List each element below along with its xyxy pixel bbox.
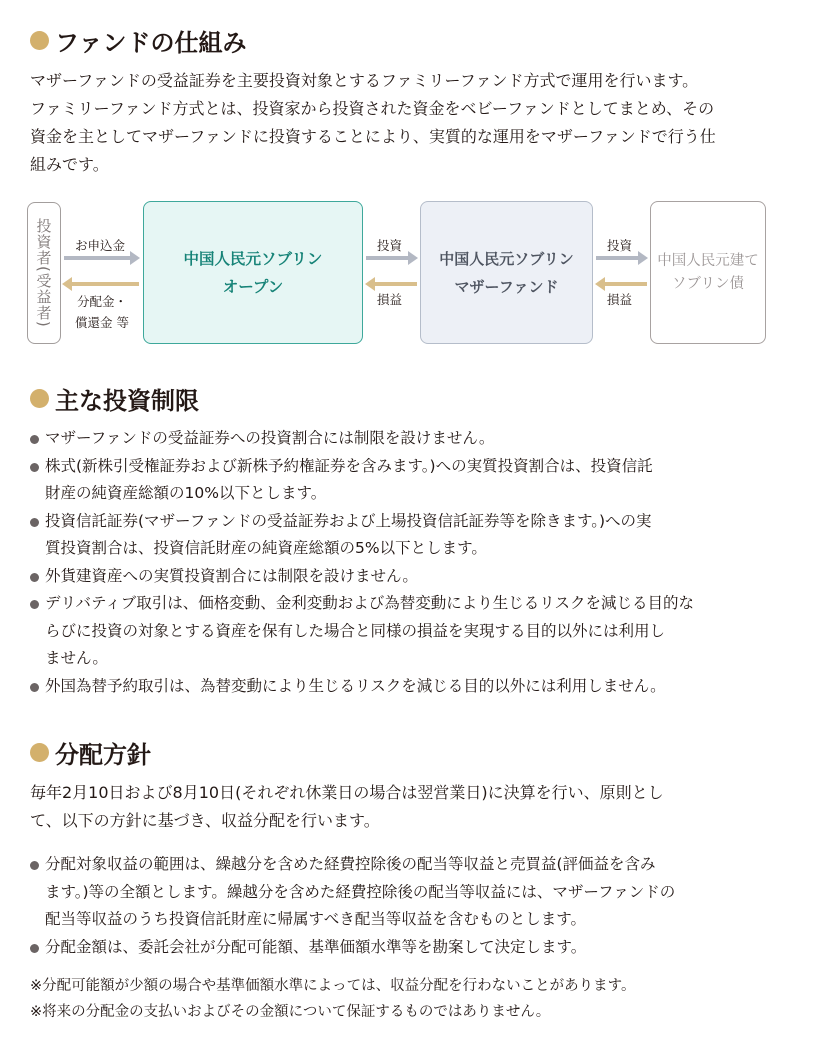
right-arrow-icon bbox=[366, 256, 409, 260]
investor-box bbox=[27, 202, 61, 344]
bullet-circle-icon bbox=[30, 389, 49, 408]
note-line: ※将来の分配金の支払いおよびその金額について保証するものではありません。 bbox=[30, 1004, 551, 1020]
note-line: ※分配可能額が少額の場合や基準価額水準によっては、収益分配を行わないことがあります。 bbox=[30, 978, 636, 994]
mother-fund-line: 中国人民元ソブリン bbox=[439, 249, 574, 268]
bullet-circle-icon bbox=[30, 743, 49, 762]
list-item bbox=[30, 673, 694, 701]
list-item-line: 配当等収益のうち投資信託財産に帰属すべき配当等収益を含むものとします。 bbox=[45, 910, 586, 928]
paragraph-line: 資金を主としてマザーファンドに投資することにより、実質的な運用をマザーファンドで行う仕 bbox=[30, 127, 716, 146]
sovereign-bond-box bbox=[650, 201, 766, 344]
bullet-dot-icon bbox=[30, 683, 39, 692]
left-arrow-icon bbox=[71, 282, 139, 286]
list-item-line: 分配対象収益の範囲は、繰越分を含めた経費控除後の配当等収益と売買益(評価益を含み bbox=[45, 855, 656, 873]
list-item-line: 株式(新株引受権証券および新株予約権証券を含みます。)への実質投資割合は、投資信託 bbox=[45, 456, 653, 475]
mother-fund-line: マザーファンド bbox=[454, 277, 559, 296]
section-title: 分配方針 bbox=[55, 741, 151, 769]
section-title: ファンドの仕組み bbox=[55, 29, 247, 57]
bullet-dot-icon bbox=[30, 573, 39, 582]
bullet-dot-icon bbox=[30, 518, 39, 527]
baby-fund-box bbox=[143, 201, 363, 344]
paragraph-line: て、以下の方針に基づき、収益分配を行います。 bbox=[30, 811, 380, 830]
paragraph-line: マザーファンドの受益証券を主要投資対象とするファミリーファンド方式で運用を行います。 bbox=[30, 71, 699, 90]
list-item bbox=[30, 425, 694, 453]
invest-label: 投資 bbox=[607, 238, 633, 253]
list-item bbox=[30, 851, 675, 934]
bond-line: 中国人民元建て bbox=[657, 252, 759, 269]
distribution-list bbox=[30, 851, 675, 961]
bullet-dot-icon bbox=[30, 944, 39, 953]
list-item bbox=[30, 508, 694, 563]
paragraph-line: 組みです。 bbox=[30, 155, 109, 174]
list-item-line: 質投資割合は、投資信託財産の純資産総額の5%以下とします。 bbox=[45, 539, 487, 557]
bullet-dot-icon bbox=[30, 600, 39, 609]
bullet-dot-icon bbox=[30, 861, 39, 870]
list-item-line: らびに投資の対象とする資産を保有した場合と同様の損益を実現する目的以外には利用し bbox=[45, 621, 666, 640]
list-item-line: 外貨建資産への実質投資割合には制限を設けません。 bbox=[45, 566, 418, 585]
list-item bbox=[30, 590, 694, 673]
section-heading-distribution bbox=[30, 735, 151, 770]
distribution-label bbox=[70, 291, 134, 333]
list-item-line: 分配金額は、委託会社が分配可能額、基準価額水準等を勘案して決定します。 bbox=[45, 937, 587, 956]
bullet-dot-icon bbox=[30, 435, 39, 444]
right-arrow-icon bbox=[64, 256, 131, 260]
list-item-line: ます。)等の全額とします。繰越分を含めた経費控除後の配当等収益には、マザーファンドの bbox=[45, 882, 676, 901]
list-item-line: 投資信託証券(マザーファンドの受益証券および上場投資信託証券等を除きます。)への実 bbox=[45, 511, 652, 530]
subscription-label: お申込金 bbox=[75, 238, 126, 253]
paragraph-line: ファミリーファンド方式とは、投資家から投資された資金をベビーファンドとしてまとめ、その bbox=[30, 99, 715, 118]
fund-name-line: 中国人民元ソブリン bbox=[183, 249, 323, 268]
right-arrow-icon bbox=[596, 256, 639, 260]
profit-label: 損益 bbox=[607, 292, 633, 307]
distribution-paragraph bbox=[30, 779, 664, 835]
bond-line: ソブリン債 bbox=[672, 275, 744, 292]
distribution-label-line: 償還金 等 bbox=[75, 315, 129, 330]
investor-label: 投資者(受益者) bbox=[34, 218, 53, 328]
mechanism-paragraph bbox=[30, 67, 716, 179]
restrictions-list bbox=[30, 425, 694, 700]
mother-fund-box bbox=[420, 201, 593, 344]
paragraph-line: 毎年2月10日および8月10日(それぞれ休業日の場合は翌営業日)に決算を行い、原則とし bbox=[30, 783, 664, 802]
left-arrow-icon bbox=[604, 282, 647, 286]
fund-name-line: オープン bbox=[222, 277, 284, 296]
profit-label: 損益 bbox=[377, 292, 403, 307]
list-item bbox=[30, 563, 694, 591]
bullet-dot-icon bbox=[30, 463, 39, 472]
list-item bbox=[30, 453, 694, 508]
left-arrow-icon bbox=[374, 282, 417, 286]
section-title: 主な投資制限 bbox=[55, 387, 199, 415]
list-item-line: マザーファンドの受益証券への投資割合には制限を設けません。 bbox=[45, 429, 495, 447]
distribution-label-line: 分配金・ bbox=[76, 294, 127, 309]
list-item-line: 外国為替予約取引は、為替変動により生じるリスクを減じる目的以外には利用しません。 bbox=[45, 676, 666, 695]
invest-label: 投資 bbox=[377, 238, 403, 253]
section-heading-restrictions bbox=[30, 381, 199, 416]
list-item-line: 財産の純資産総額の10%以下とします。 bbox=[45, 484, 327, 502]
list-item-line: デリバティブ取引は、価格変動、金利変動および為替変動により生じるリスクを減じる目的な bbox=[45, 594, 694, 612]
distribution-notes bbox=[30, 973, 636, 1025]
section-heading-mechanism bbox=[30, 23, 247, 58]
list-item bbox=[30, 934, 675, 962]
bullet-circle-icon bbox=[30, 31, 49, 50]
list-item-line: ません。 bbox=[45, 649, 108, 667]
